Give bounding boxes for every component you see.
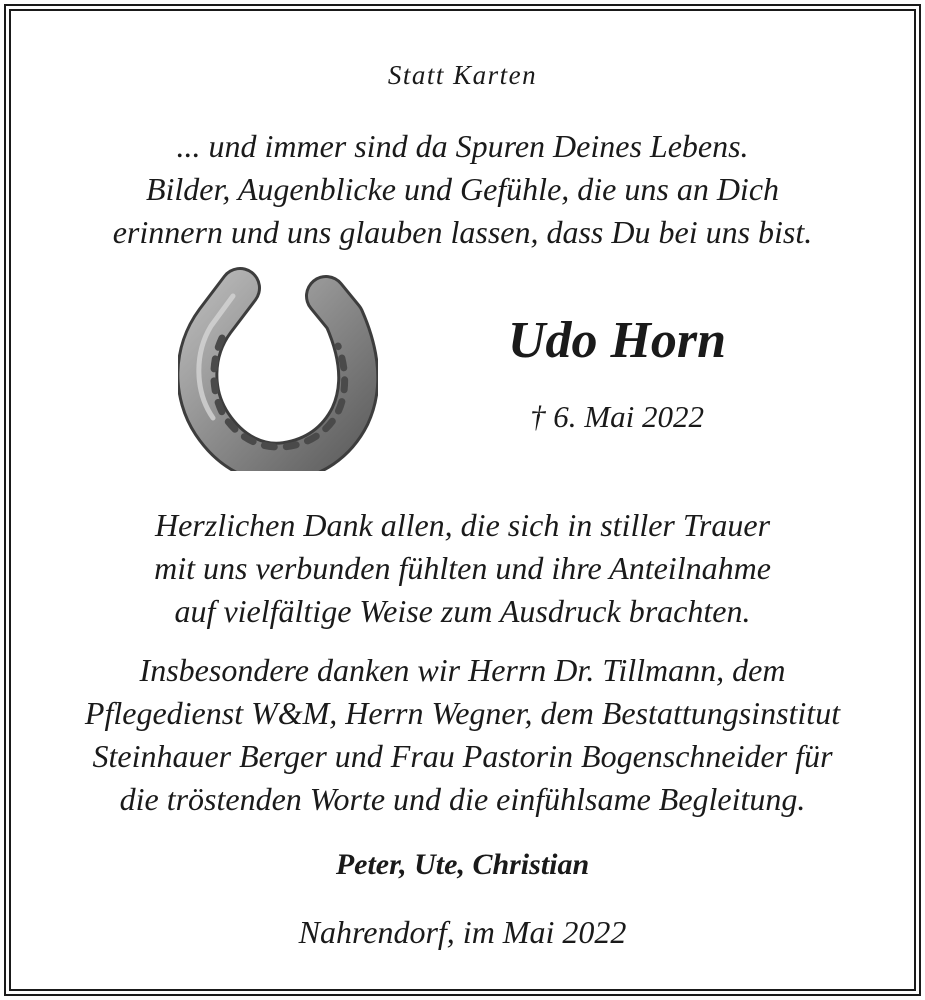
verse-line: Bilder, Augenblicke und Gefühle, die uns an Dich [145,171,780,207]
thanks-line: Herzlichen Dank allen, die sich in stiller Trauer [154,507,771,543]
special-thanks-line: Insbesondere danken wir Herrn Dr. Tillmann, dem [139,652,786,688]
death-date: † 6. Mai 2022 [530,399,704,434]
signers: Peter, Ute, Christian [335,848,590,881]
place-date: Nahrendorf, im Mai 2022 [298,914,627,950]
special-thanks-paragraph [0,649,925,821]
thanks-paragraph [0,504,925,633]
verse-line: erinnern und uns glauben lassen, dass Du bei uns bist. [112,214,813,250]
thanks-line: mit uns verbunden fühlten und ihre Anteilnahme [154,550,771,586]
special-thanks-line: Pflegedienst W&M, Herrn Wegner, dem Bestattungsinstitut [84,695,841,731]
special-thanks-line: Steinhauer Berger und Frau Pastorin Bogenschneider für [92,738,833,774]
intro-heading: Statt Karten [387,60,538,90]
verse-line: ... und immer sind da Spuren Deines Lebens. [176,128,749,164]
special-thanks-line: die tröstenden Worte und die einfühlsame Begleitung. [119,781,806,817]
thanks-line: auf vielfältige Weise zum Ausdruck brachten. [174,593,751,629]
horseshoe-icon [178,266,378,471]
memorial-verse [0,125,925,254]
deceased-name: Udo Horn [507,312,727,369]
